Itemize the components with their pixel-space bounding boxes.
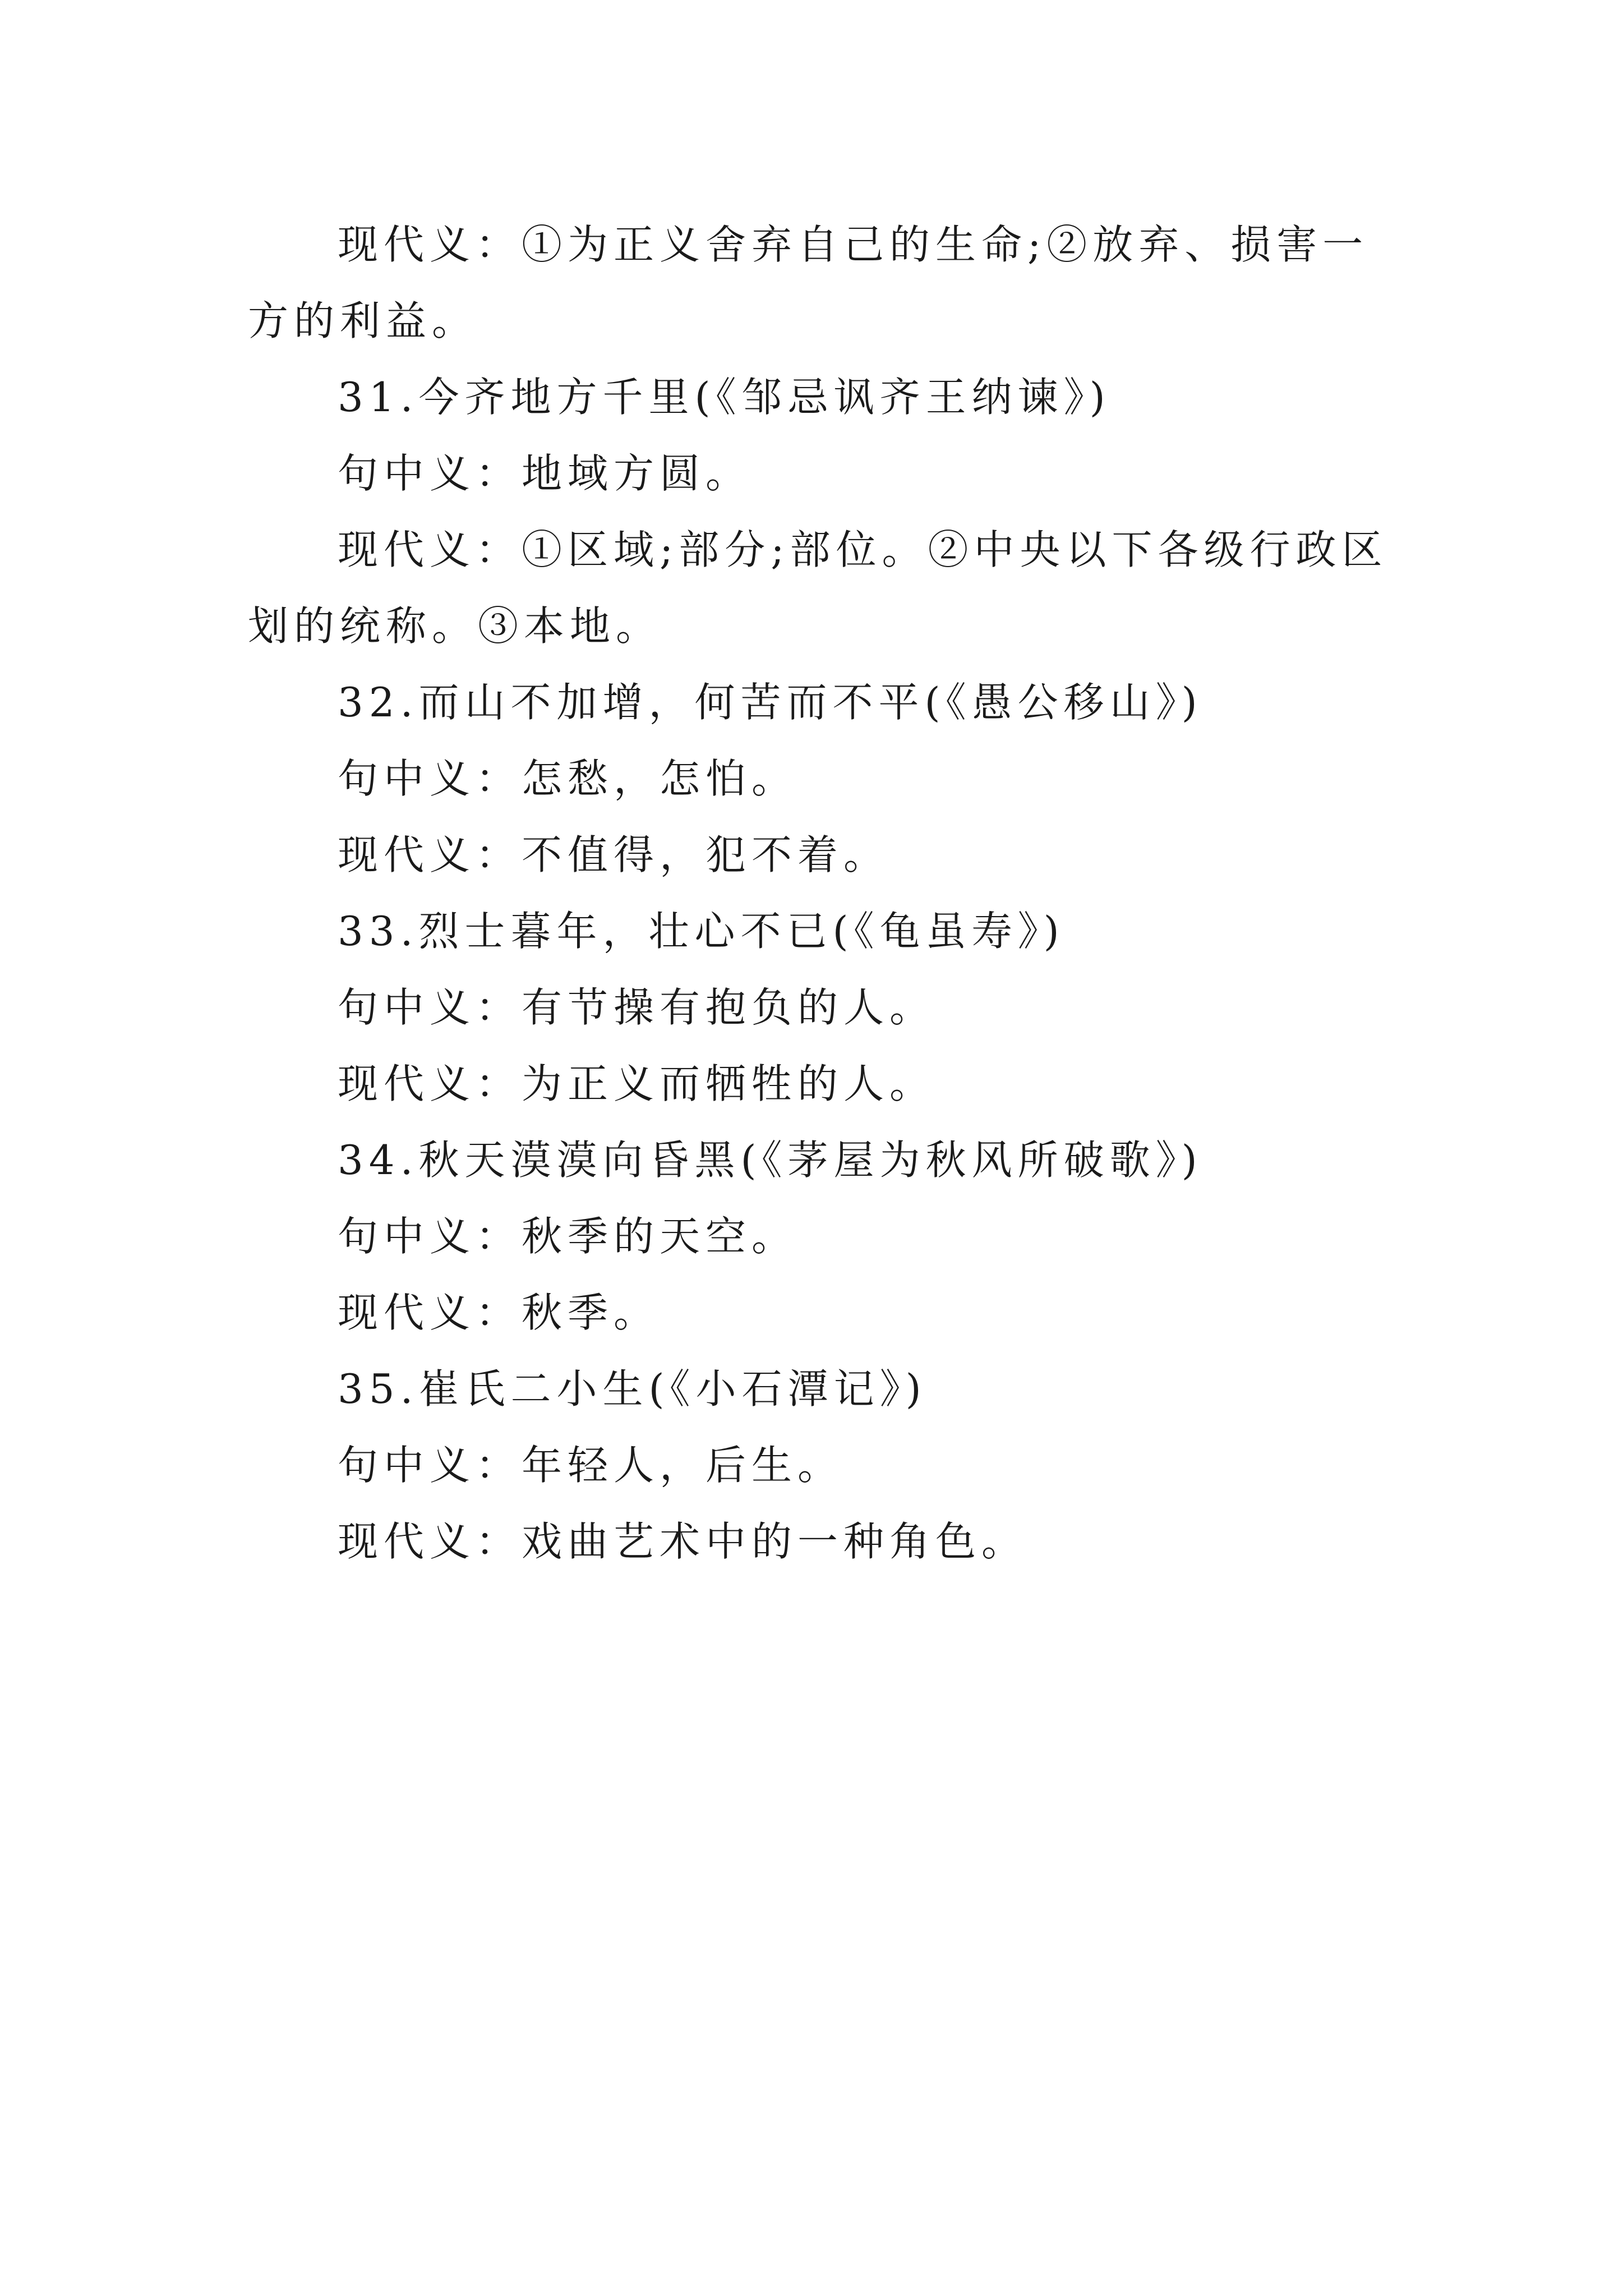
entry-heading-35: 35.崔氏二小生(《小石潭记》) — [338, 1365, 927, 1412]
paragraph-modern-meaning-32: 现代义：不值得，犯不着。 — [338, 831, 890, 878]
document-body — [248, 206, 1392, 1580]
paragraph-modern-meaning-33: 现代义：为正义而牺牲的人。 — [338, 1060, 936, 1107]
entry-heading-31: 31.今齐地方千里(《邹忌讽齐王纳谏》) — [338, 374, 1111, 421]
paragraph-context-meaning-32: 句中义：怎愁，怎怕。 — [338, 755, 798, 802]
paragraph-modern-meaning-30: 现代义：①为正义舍弃自己的生命;②放弃、损害一方的利益。 — [248, 221, 1369, 344]
paragraph-context-meaning-35: 句中义：年轻人，后生。 — [338, 1442, 844, 1489]
paragraph-context-meaning-34: 句中义：秋季的天空。 — [338, 1213, 798, 1260]
paragraph-modern-meaning-31: 现代义：①区域;部分;部位。②中央以下各级行政区划的统称。③本地。 — [248, 526, 1388, 650]
paragraph-modern-meaning-35: 现代义：戏曲艺术中的一种角色。 — [338, 1518, 1028, 1565]
entry-heading-32: 32.而山不加增，何苦而不平(《愚公移山》) — [338, 679, 1203, 726]
paragraph-modern-meaning-34: 现代义：秋季。 — [338, 1289, 660, 1336]
entry-heading-34: 34.秋天漠漠向昏黑(《茅屋为秋风所破歌》) — [338, 1137, 1203, 1184]
paragraph-context-meaning-31: 句中义：地域方圆。 — [338, 450, 752, 497]
entry-heading-33: 33.烈士暮年，壮心不已(《龟虽寿》) — [338, 908, 1065, 955]
paragraph-context-meaning-33: 句中义：有节操有抱负的人。 — [338, 984, 936, 1031]
